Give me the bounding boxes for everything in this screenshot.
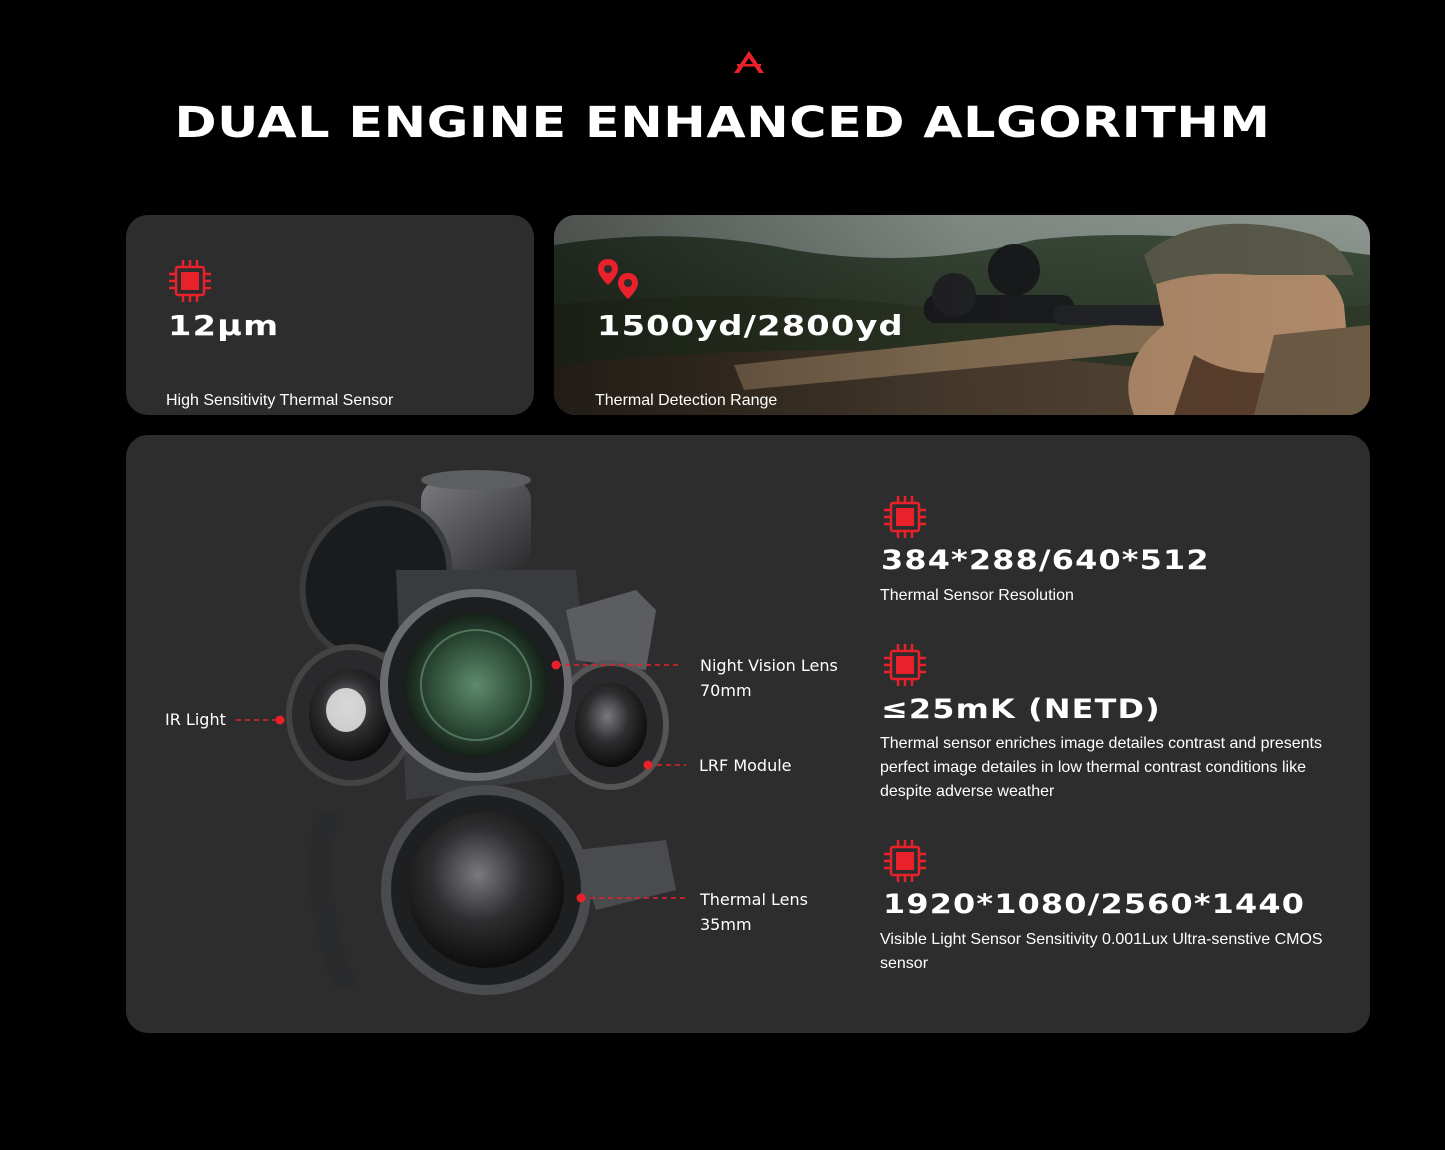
chip-icon	[881, 493, 929, 541]
sensor-value: 12μm	[168, 309, 280, 342]
ir-light-label: IR Light	[165, 710, 226, 729]
thermal-lens-label: Thermal Lens	[700, 890, 808, 909]
page-title: DUAL ENGINE ENHANCED ALGORITHM	[174, 98, 1271, 148]
spec-desc-resolution: Thermal Sensor Resolution	[880, 587, 1074, 604]
range-value: 1500yd/2800yd	[597, 309, 904, 342]
location-pins-icon	[594, 255, 642, 303]
thermal-lens-marker	[577, 894, 586, 903]
night-vision-marker	[552, 661, 561, 670]
chip-icon	[881, 641, 929, 689]
sensor-card	[126, 215, 534, 415]
chip-icon	[166, 257, 214, 305]
thermal-lens-size: 35mm	[700, 915, 752, 934]
spec-value-resolution: 384*288/640*512	[881, 545, 1210, 576]
lrf-module-label: LRF Module	[699, 756, 792, 775]
ir-light-marker	[276, 716, 285, 725]
spec-value-visible-resolution: 1920*1080/2560*1440	[883, 889, 1306, 920]
triangle-logo-icon	[733, 50, 765, 74]
night-vision-size: 70mm	[700, 681, 752, 700]
spec-desc-visible-sensor: Visible Light Sensor Sensitivity 0.001Lux Ultra-senstive CMOS sensor	[880, 931, 1323, 972]
sensor-label: High Sensitivity Thermal Sensor	[166, 392, 394, 409]
lrf-marker	[644, 761, 653, 770]
range-card	[554, 215, 1370, 415]
chip-icon	[881, 837, 929, 885]
range-label: Thermal Detection Range	[595, 392, 778, 409]
device-spec-card	[126, 435, 1370, 1033]
night-vision-label: Night Vision Lens	[700, 656, 838, 675]
spec-value-netd: ≤25mK (NETD)	[881, 694, 1161, 725]
spec-desc-netd: Thermal sensor enriches image detailes contrast and presents perfect image detailes in low thermal contrast conditions like despite adverse weather	[880, 735, 1322, 800]
